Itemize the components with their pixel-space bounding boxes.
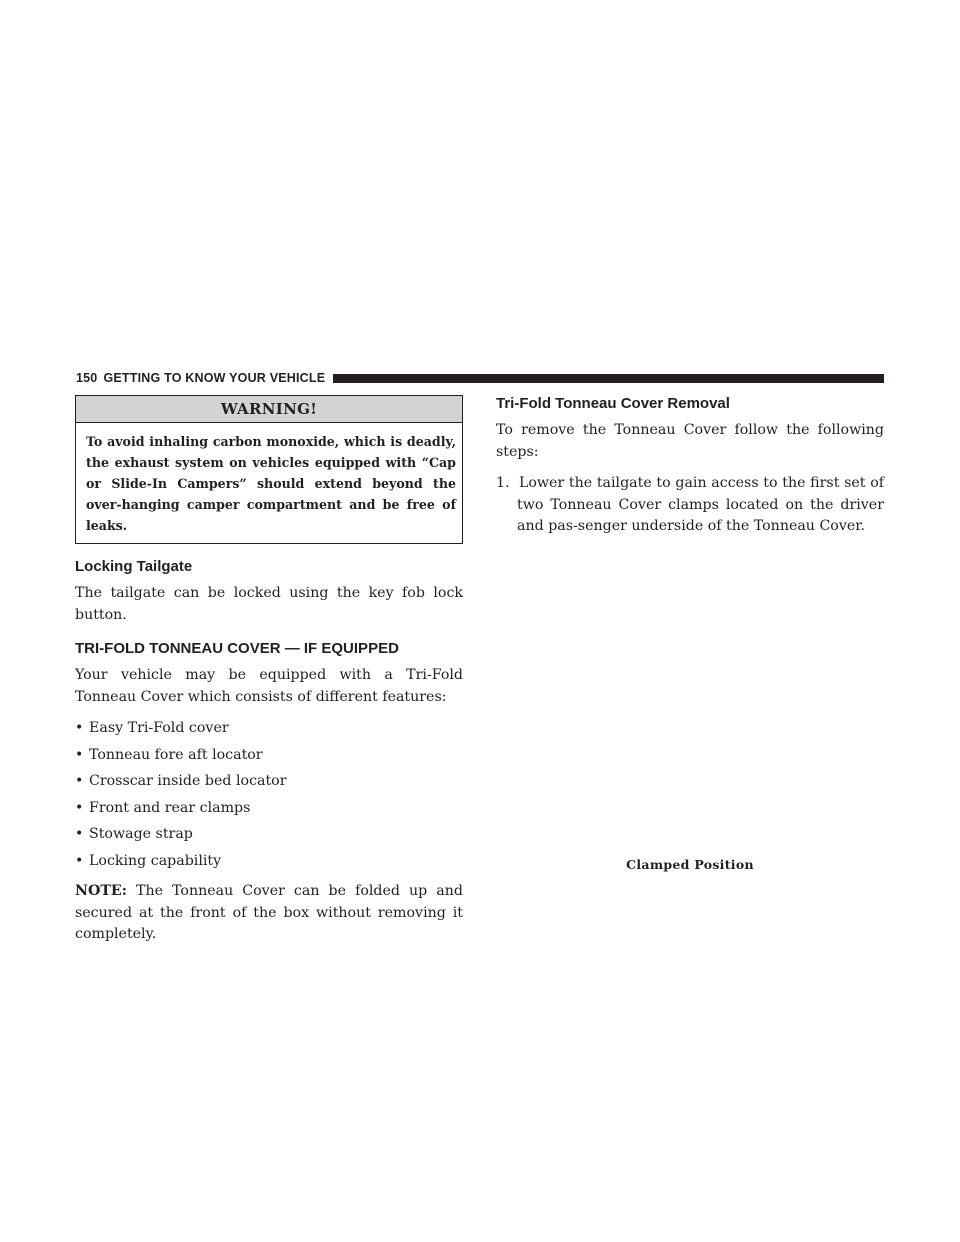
removal-heading: Tri-Fold Tonneau Cover Removal: [496, 395, 730, 412]
removal-intro: To remove the Tonneau Cover follow the following steps:: [496, 422, 884, 460]
left-column: [75, 395, 463, 956]
bullet-icon: •: [75, 826, 84, 842]
header-rule: [333, 374, 884, 383]
list-item: 1. Lower the tailgate to gain access to the first set of two Tonneau Cover clamps located on the driver and pas-senger underside of the Tonneau Cover.: [496, 475, 884, 534]
figure-clamped-position: [496, 552, 884, 872]
feature-list: [75, 718, 463, 872]
bullet-icon: •: [75, 746, 84, 763]
tonneau-intro: Your vehicle may be equipped with a Tri-Fold Tonneau Cover which consists of different features:: [75, 667, 463, 705]
list-item: • Easy Tri-Fold cover: [75, 718, 463, 740]
locking-tailgate-heading: Locking Tailgate: [75, 558, 193, 575]
list-item: • Stowage strap: [75, 824, 463, 846]
bullet-icon: •: [75, 773, 84, 789]
bullet-icon: •: [75, 720, 84, 736]
figure-caption: Clamped Position: [626, 856, 754, 872]
page-number: 150: [76, 371, 98, 385]
list-item: • Locking capability: [75, 851, 463, 873]
note-label: NOTE:: [75, 883, 127, 899]
right-column: [496, 395, 884, 872]
list-item: • Front and rear clamps: [75, 798, 463, 820]
list-item: • Crosscar inside bed locator: [75, 771, 463, 793]
note-text: The Tonneau Cover can be folded up and secured at the front of the box without removing it completely.: [75, 883, 463, 942]
warning-box: [75, 395, 463, 544]
bullet-icon: •: [75, 852, 84, 869]
warning-title: WARNING!: [76, 396, 462, 423]
tonneau-heading: TRI-FOLD TONNEAU COVER — IF EQUIPPED: [75, 640, 399, 657]
locking-tailgate-text: The tailgate can be locked using the key fob lock button.: [75, 585, 463, 623]
bullet-icon: •: [75, 799, 84, 816]
note-paragraph: [75, 881, 463, 946]
page-header: [76, 369, 884, 387]
list-item: • Tonneau fore aft locator: [75, 745, 463, 767]
warning-text: To avoid inhaling carbon monoxide, which is deadly, the exhaust system on vehicles equipped with “Cap or Slide-In Campers” should extend beyond the over-hanging camper compartment and be free of leaks.: [86, 434, 456, 533]
removal-steps: [496, 473, 884, 538]
section-title: GETTING TO KNOW YOUR VEHICLE: [103, 371, 326, 385]
